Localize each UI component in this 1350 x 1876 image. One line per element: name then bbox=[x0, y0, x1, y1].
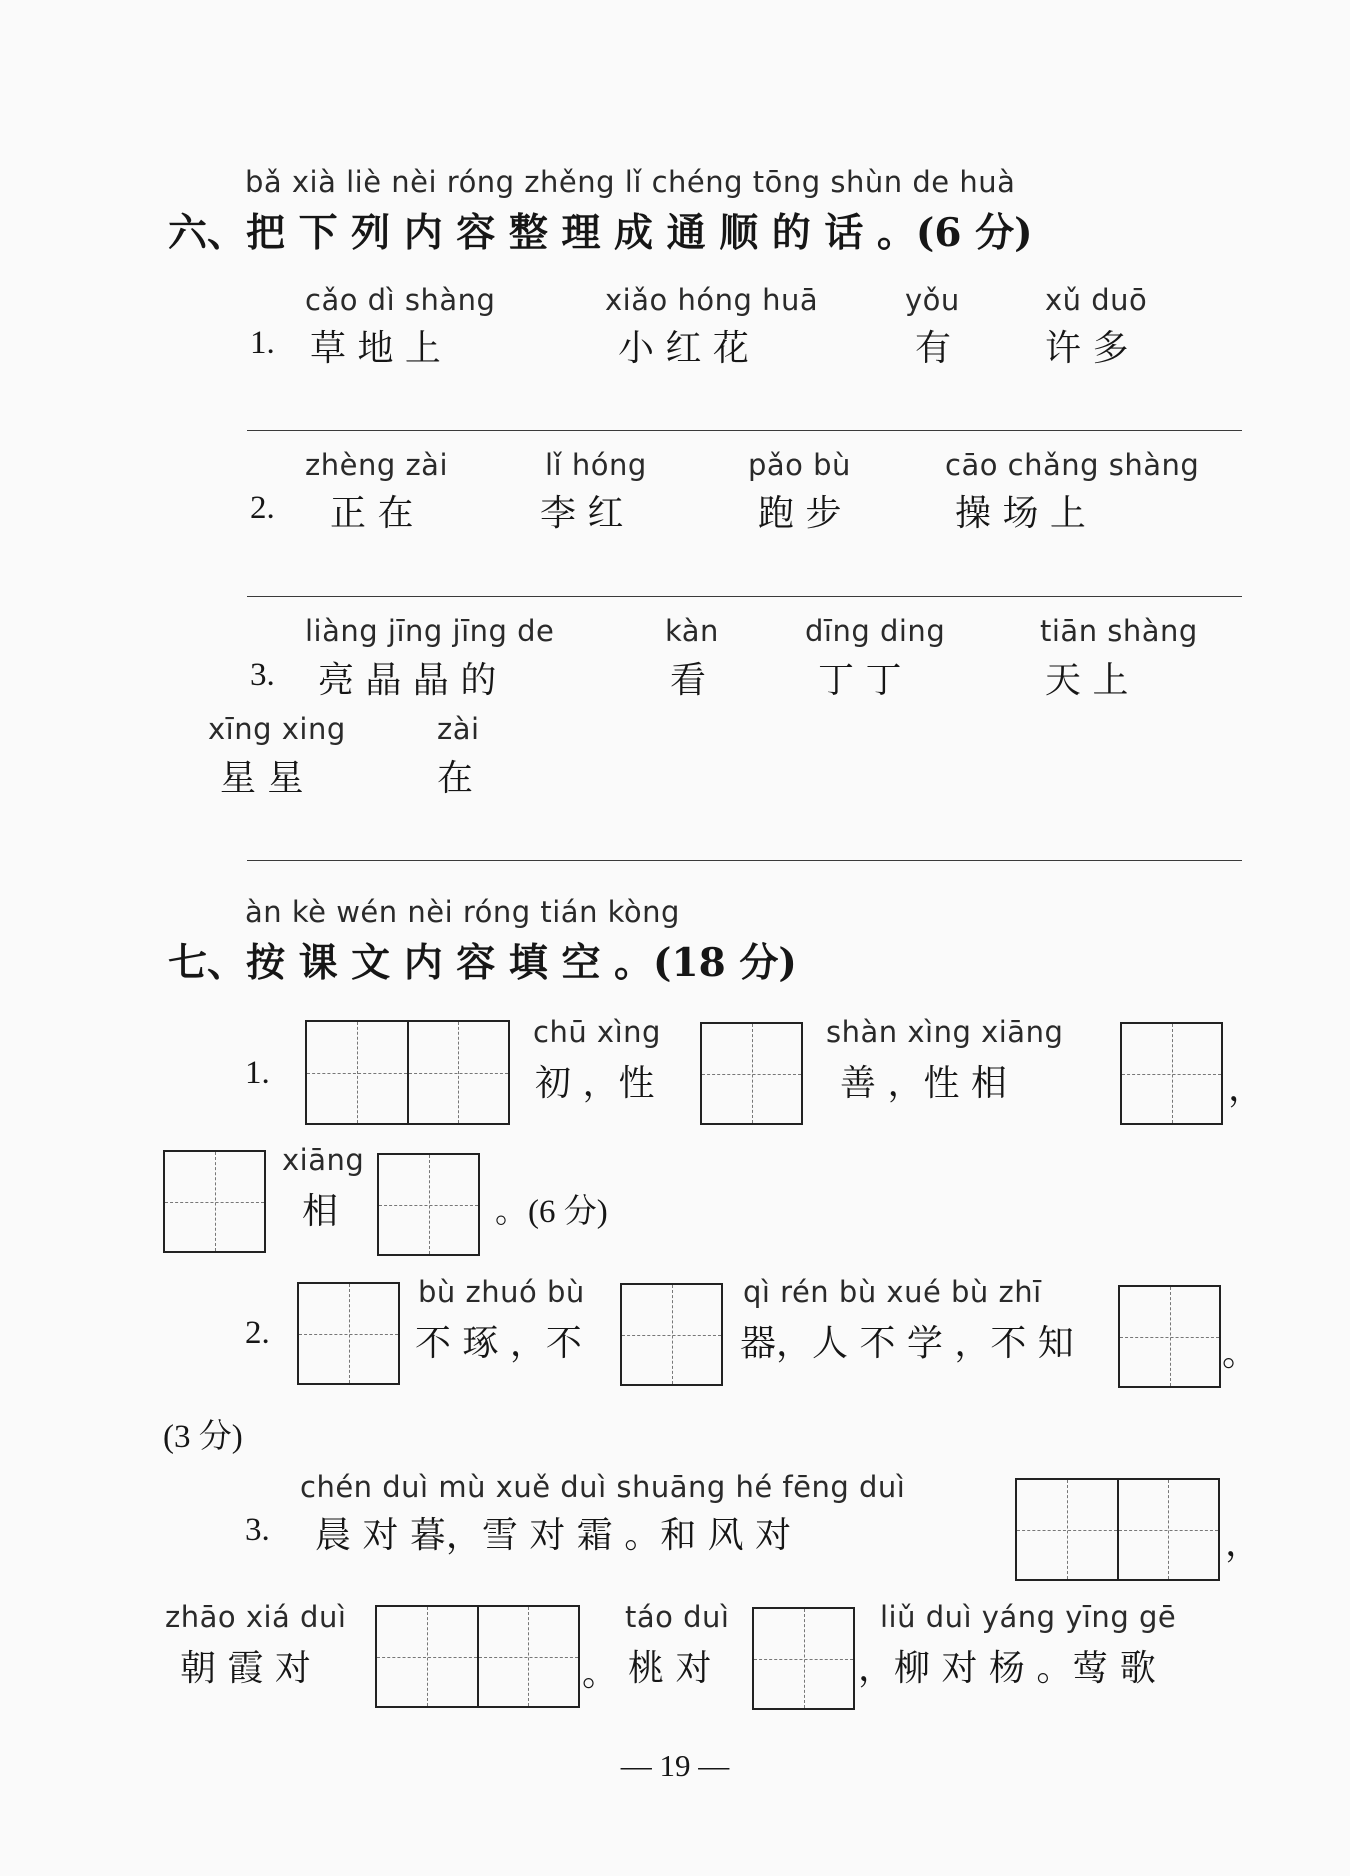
q1-chars-3: 有 bbox=[915, 328, 952, 369]
q1-chars-4: 许 多 bbox=[1045, 328, 1129, 369]
s7-q3-period: 。 bbox=[582, 1653, 619, 1694]
q3-number: 3. bbox=[250, 657, 275, 693]
s7-q1-chars-2: 善 ，性 相 bbox=[840, 1063, 1007, 1104]
q2-pinyin-3: pǎo bù bbox=[748, 448, 851, 482]
s7-q2-score: (3 分) bbox=[163, 1419, 243, 1455]
q3-chars-6: 在 bbox=[437, 758, 474, 799]
s7-q1-number: 1. bbox=[245, 1055, 270, 1091]
s7-q3-comma: ， bbox=[1225, 1523, 1262, 1564]
q3-pinyin-2: kàn bbox=[665, 614, 719, 648]
q2-chars-1: 正 在 bbox=[330, 493, 414, 534]
section6-heading-pinyin: bǎ xià liè nèi róng zhěng lǐ chéng tōng shùn de huà bbox=[245, 165, 1016, 199]
q3-pinyin-4: tiān shàng bbox=[1040, 614, 1198, 648]
q2-number: 2. bbox=[250, 490, 275, 526]
page-number: — 19 — bbox=[620, 1748, 730, 1783]
q1-pinyin-3: yǒu bbox=[905, 283, 960, 317]
q1-pinyin-1: cǎo dì shàng bbox=[305, 283, 496, 317]
s7-q1-pinyin-3: xiāng bbox=[282, 1143, 365, 1177]
s7-q1-score: 。(6 分) bbox=[495, 1194, 608, 1230]
q3-chars-2: 看 bbox=[670, 660, 707, 701]
s7-q1-box-4[interactable] bbox=[163, 1150, 266, 1253]
q1-chars-1: 草 地 上 bbox=[310, 328, 441, 369]
q2-answer-line[interactable] bbox=[247, 596, 1242, 597]
s7-q2-chars-2: 器，人 不 学 ，不 知 bbox=[740, 1323, 1074, 1364]
s7-q2-pinyin-2: qì rén bù xué bù zhī bbox=[743, 1275, 1042, 1309]
q1-number: 1. bbox=[250, 325, 275, 361]
q1-answer-line[interactable] bbox=[247, 430, 1242, 431]
s7-q1-box-1[interactable] bbox=[305, 1020, 510, 1125]
q3-pinyin-3: dīng ding bbox=[805, 614, 946, 648]
s7-q1-box-2[interactable] bbox=[700, 1022, 803, 1125]
s7-q3-chars-1: 晨 对 暮，雪 对 霜 。和 风 对 bbox=[315, 1515, 792, 1556]
s7-q3-chars-3: 桃 对 bbox=[628, 1648, 712, 1689]
s7-q2-box-1[interactable] bbox=[297, 1282, 400, 1385]
q2-chars-4: 操 场 上 bbox=[955, 493, 1086, 534]
s7-q1-pinyin-1: chū xìng bbox=[533, 1015, 661, 1049]
s7-q2-period: 。 bbox=[1222, 1333, 1259, 1374]
q1-chars-2: 小 红 花 bbox=[618, 328, 749, 369]
s7-q3-pinyin-4: liǔ duì yáng yīng gē bbox=[880, 1600, 1177, 1634]
s7-q3-pinyin-3: táo duì bbox=[625, 1600, 730, 1634]
q3-answer-line[interactable] bbox=[247, 860, 1242, 861]
q2-chars-2: 李 红 bbox=[540, 493, 624, 534]
section7-heading-pinyin: àn kè wén nèi róng tián kòng bbox=[245, 895, 680, 929]
q1-pinyin-4: xǔ duō bbox=[1045, 283, 1148, 317]
section7-heading: 七、按 课 文 内 容 填 空 。(18 分) bbox=[168, 940, 797, 986]
s7-q3-box-2[interactable] bbox=[375, 1605, 580, 1708]
q3-pinyin-1: liàng jīng jīng de bbox=[305, 614, 555, 648]
s7-q1-chars-1: 初 ，性 bbox=[535, 1063, 655, 1104]
s7-q2-chars-1: 不 琢 ，不 bbox=[415, 1323, 582, 1364]
s7-q3-box-1[interactable] bbox=[1015, 1478, 1220, 1581]
q2-pinyin-2: lǐ hóng bbox=[545, 448, 647, 482]
s7-q1-pinyin-2: shàn xìng xiāng bbox=[826, 1015, 1064, 1049]
s7-q1-chars-3: 相 bbox=[302, 1191, 339, 1232]
q2-pinyin-4: cāo chǎng shàng bbox=[945, 448, 1200, 482]
q3-pinyin-6: zài bbox=[437, 712, 480, 746]
q2-chars-3: 跑 步 bbox=[758, 493, 842, 534]
q3-chars-3: 丁 丁 bbox=[818, 660, 902, 701]
s7-q2-number: 2. bbox=[245, 1315, 270, 1351]
s7-q1-comma: ， bbox=[1228, 1068, 1265, 1109]
q3-chars-1: 亮 晶 晶 的 bbox=[318, 660, 497, 701]
s7-q1-box-3[interactable] bbox=[1120, 1022, 1223, 1125]
s7-q3-chars-4: ，柳 对 杨 。莺 歌 bbox=[858, 1648, 1156, 1689]
q3-pinyin-5: xīng xing bbox=[208, 712, 346, 746]
q3-chars-5: 星 星 bbox=[220, 758, 304, 799]
s7-q2-box-2[interactable] bbox=[620, 1283, 723, 1386]
q3-chars-4: 天 上 bbox=[1045, 660, 1129, 701]
s7-q3-pinyin-1: chén duì mù xuě duì shuāng hé fēng duì bbox=[300, 1470, 906, 1504]
s7-q3-box-3[interactable] bbox=[752, 1607, 855, 1710]
s7-q3-number: 3. bbox=[245, 1512, 270, 1548]
s7-q2-box-3[interactable] bbox=[1118, 1285, 1221, 1388]
s7-q2-pinyin-1: bù zhuó bù bbox=[418, 1275, 585, 1309]
s7-q3-pinyin-2: zhāo xiá duì bbox=[165, 1600, 347, 1634]
s7-q1-box-5[interactable] bbox=[377, 1153, 480, 1256]
q2-pinyin-1: zhèng zài bbox=[305, 448, 449, 482]
q1-pinyin-2: xiǎo hóng huā bbox=[605, 283, 819, 317]
section6-heading: 六、把 下 列 内 容 整 理 成 通 顺 的 话 。(6 分) bbox=[168, 210, 1033, 256]
s7-q3-chars-2: 朝 霞 对 bbox=[180, 1648, 311, 1689]
